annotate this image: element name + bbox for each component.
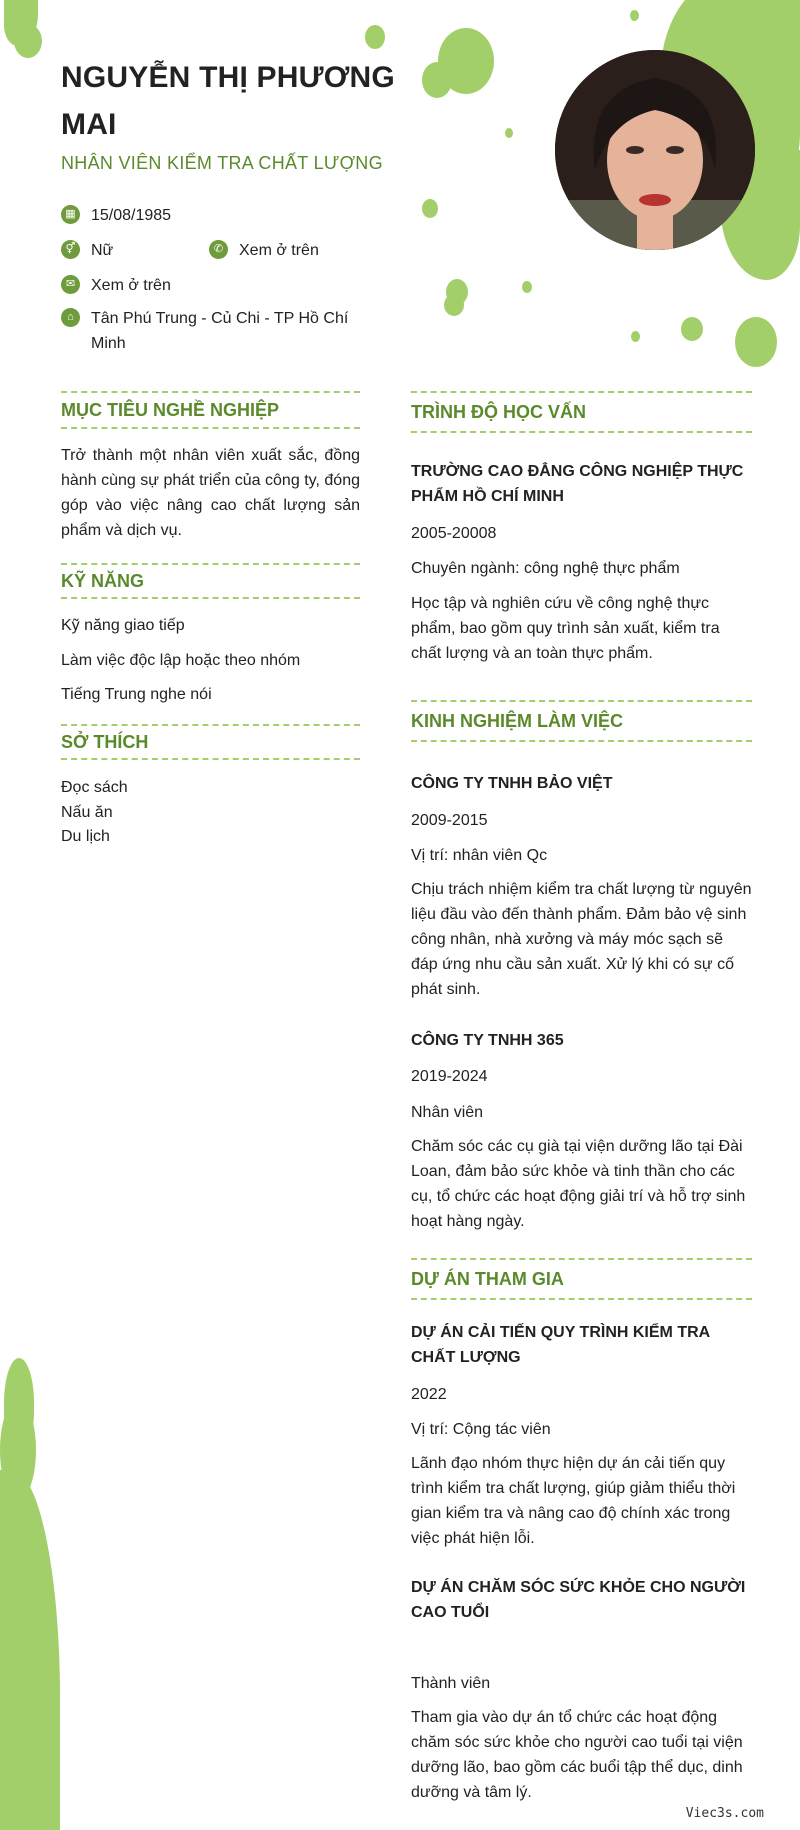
job-description: Chăm sóc các cụ già tại viện dưỡng lão tại Đài Loan, đảm bảo sức khỏe và tinh thần cho các cụ, tổ chức các hoạt động giải trí và hỗ trợ sinh hoạt hàng ngày. — [411, 1138, 746, 1230]
skill-item: Tiếng Trung nghe nói — [61, 686, 212, 703]
job-period: 2019-2024 — [411, 1068, 488, 1085]
gender-value: Nữ — [91, 242, 114, 259]
gender-icon: ⚥ — [61, 240, 80, 259]
hobby-item: Nấu ăn — [61, 804, 113, 821]
school-name: TRƯỜNG CAO ĐẲNG CÔNG NGHIỆP THỰC PHẨM HỒ CHÍ MINH — [411, 463, 744, 505]
education-description: Học tập và nghiên cứu về công nghệ thực phẩm, bao gồm quy trình sản xuất, kiểm tra chất lượng và an toàn thực phẩm. — [411, 595, 720, 662]
education-heading: TRÌNH ĐỘ HỌC VẤN — [411, 391, 752, 433]
job-title: NHÂN VIÊN KIỂM TRA CHẤT LƯỢNG — [61, 153, 383, 173]
candidate-name: NGUYỄN THỊ PHƯƠNG MAI — [61, 61, 395, 141]
objective-text: Trở thành một nhân viên xuất sắc, đồng hành cùng sự phát triển của công ty, đóng góp vào việc nâng cao chất lượng sản phẩm và dịch vụ. — [61, 447, 360, 539]
education-major: Chuyên ngành: công nghệ thực phẩm — [411, 560, 680, 577]
project-name: DỰ ÁN CẢI TIẾN QUY TRÌNH KIỂM TRA CHẤT LƯỢNG — [411, 1324, 710, 1366]
email-icon: ✉ — [61, 275, 80, 294]
experience-heading: KINH NGHIỆM LÀM VIỆC — [411, 700, 752, 742]
project-name: DỰ ÁN CHĂM SÓC SỨC KHỎE CHO NGƯỜI CAO TUỔI — [411, 1579, 746, 1621]
hobby-item: Du lịch — [61, 828, 110, 845]
project-year: 2022 — [411, 1386, 447, 1403]
skill-item: Kỹ năng giao tiếp — [61, 617, 185, 634]
home-icon: ⌂ — [61, 308, 80, 327]
watermark: Viec3s.com — [685, 1806, 764, 1821]
hobbies-heading: SỞ THÍCH — [61, 724, 360, 760]
job-position: Vị trí: nhân viên Qc — [411, 847, 548, 864]
skill-item: Làm việc độc lập hoặc theo nhóm — [61, 652, 301, 669]
birthday-value: 15/08/1985 — [91, 207, 172, 224]
job-position: Nhân viên — [411, 1104, 484, 1121]
job-description: Chịu trách nhiệm kiểm tra chất lượng từ nguyên liệu đầu vào đến thành phẩm. Đảm bảo vệ sinh công nhân, nhà xưởng và máy móc sạch sẽ đáp ứng nhu cầu sản xuất. Xử lý khi có sự cố phát sinh. — [411, 881, 752, 998]
phone-value: Xem ở trên — [239, 242, 319, 259]
project-role: Thành viên — [411, 1675, 491, 1692]
phone-icon: ✆ — [209, 240, 228, 259]
company-name: CÔNG TY TNHH 365 — [411, 1032, 564, 1049]
hobby-item: Đọc sách — [61, 779, 128, 796]
project-role: Vị trí: Cộng tác viên — [411, 1421, 551, 1438]
objective-heading: MỤC TIÊU NGHỀ NGHIỆP — [61, 391, 360, 429]
job-period: 2009-2015 — [411, 812, 488, 829]
email-value: Xem ở trên — [91, 277, 171, 294]
projects-heading: DỰ ÁN THAM GIA — [411, 1258, 752, 1300]
calendar-icon: ▦ — [61, 205, 80, 224]
address-value: Tân Phú Trung - Củ Chi - TP Hồ Chí Minh — [91, 310, 349, 352]
avatar-portrait — [555, 50, 755, 250]
company-name: CÔNG TY TNHH BẢO VIỆT — [411, 775, 613, 792]
avatar — [555, 50, 755, 250]
project-description: Tham gia vào dự án tổ chức các hoạt động chăm sóc sức khỏe cho người cao tuổi tại viện dưỡng lão, bao gồm các buổi tập thể dục, dinh dưỡng và tâm lý. — [411, 1709, 743, 1801]
education-period: 2005-20008 — [411, 525, 497, 542]
project-description: Lãnh đạo nhóm thực hiện dự án cải tiến quy trình kiểm tra chất lượng, giúp giảm thiểu thời gian kiểm tra và nâng cao độ chính xác trong việc phát hiện lỗi. — [411, 1455, 736, 1547]
skills-heading: KỸ NĂNG — [61, 563, 360, 599]
